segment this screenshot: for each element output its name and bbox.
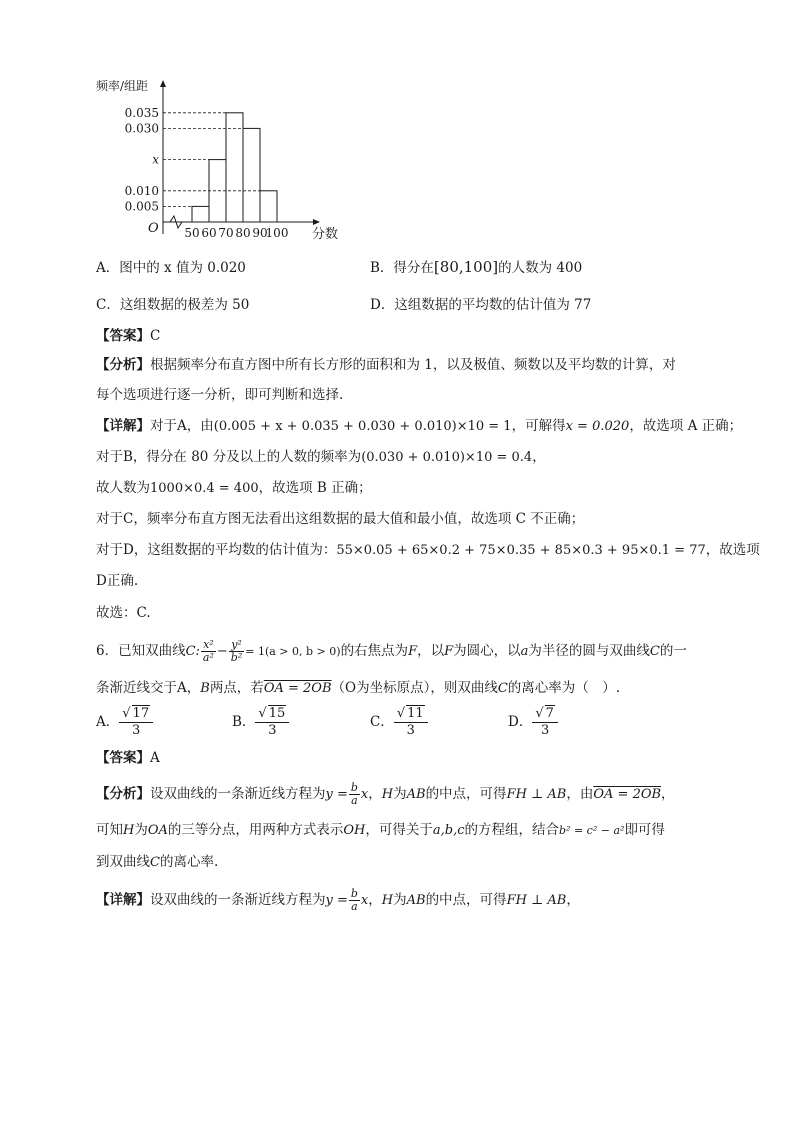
detail-text: 对于A，由 (150, 418, 214, 434)
vector-equation: OA = 2OB (593, 787, 662, 802)
q5-option-b-text: B．得分在 (370, 260, 434, 276)
point-H: H (123, 823, 135, 838)
analysis-text: 的中点，可得 (425, 786, 507, 802)
q6-analysis-line-3 (96, 852, 218, 873)
analysis-text: 到双曲线 (96, 854, 150, 870)
q5-analysis-line-2: 每个选项进行逐一分析，即可判断和选择. (96, 387, 344, 403)
q5-answer (96, 326, 160, 346)
x-tick-label: 80 (235, 226, 251, 240)
analysis-text: 的方程组，结合 (464, 822, 560, 838)
radicand: 11 (407, 706, 424, 721)
q6-analysis-line-2 (96, 820, 665, 841)
segment-AB: AB (406, 893, 426, 908)
frac-den: 3 (132, 723, 141, 738)
x-tick-label: 50 (184, 226, 200, 240)
x-axis-label: 分数 (312, 227, 339, 242)
analysis-text: ， (661, 786, 675, 802)
q5-detail-line-4: 对于C，频率分布直方图无法看出这组数据的最大值和最小值，故选项 C 不正确； (96, 511, 585, 527)
analysis-text: 为 (134, 822, 148, 838)
x-tick-label: 100 (265, 226, 289, 240)
stem-text: 为半径的圆与双曲线 (528, 643, 650, 659)
y-tick-label: 0.030 (124, 121, 159, 136)
detail-text: 为 (393, 892, 407, 908)
frac-den: a² (202, 651, 214, 664)
point-H: H (381, 893, 394, 908)
detail-tag: 【详解】 (96, 418, 150, 434)
stem-text: 的一 (659, 643, 687, 659)
analysis-text: ，由 (566, 786, 594, 802)
analysis-tag: 【分析】 (96, 357, 150, 373)
frac-den: a (351, 900, 358, 913)
option-fraction (532, 706, 558, 739)
stem-text: 为圆心，以 (453, 643, 521, 659)
segment-OH: OH (343, 823, 366, 838)
detail-text: ， (566, 892, 580, 908)
var-C: C (649, 644, 660, 659)
q5-detail-line-3 (96, 478, 372, 499)
q6-detail-line-1 (96, 886, 580, 915)
answer-value: A (150, 750, 160, 766)
stem-text: ，以 (417, 643, 445, 659)
x-axis-arrow (313, 219, 320, 225)
detail-tag: 【详解】 (96, 892, 150, 908)
curve-name: C: (185, 644, 200, 659)
q6-answer (96, 748, 160, 768)
q5-conclusion: 故选：C. (96, 605, 151, 621)
var-C: C (150, 855, 160, 870)
var-C: C (497, 681, 508, 696)
frac-num: x² (203, 638, 214, 651)
q5-option-c: C．这组数据的极差为 50 (96, 297, 250, 313)
q5-detail-line-6: D正确. (96, 573, 139, 589)
q6-option-c (370, 706, 428, 739)
histogram-bar-[50,60) (192, 206, 209, 222)
analysis-text: 的三等分点，用两种方式表示 (167, 822, 344, 838)
analysis-text: 即可得 (624, 822, 665, 838)
fraction-b-a (349, 782, 360, 807)
detail-expr: (0.030 + 0.010)×10 = 0.4 (361, 450, 533, 465)
q6-option-b (232, 706, 289, 739)
q5-detail-line-2 (96, 447, 546, 468)
frac-num: √ 17 (119, 706, 153, 723)
answer-value: C (150, 328, 161, 344)
y-tick-label: 0.035 (124, 105, 159, 120)
q6-stem-line-1 (96, 636, 687, 667)
radicand: 17 (132, 706, 150, 721)
option-fraction (394, 706, 428, 739)
point-B: B (200, 681, 210, 696)
expr: y = (325, 893, 348, 908)
detail-text: 对于D，这组数据的平均数的估计值为： (96, 542, 337, 558)
relation-expr: b² = c² − a² (559, 824, 625, 837)
histogram-bar-[70,80) (226, 113, 243, 222)
stem-text: （O为坐标原点），则双曲线 (331, 680, 498, 696)
detail-expr: 1000×0.4 = 400 (150, 481, 259, 496)
answer-tag: 【答案】 (96, 750, 150, 766)
detail-text: ，故选项 (705, 542, 760, 558)
y-tick-label: 0.010 (124, 183, 159, 198)
vector-equation: OA = 2OB (263, 681, 332, 696)
option-label: A． (96, 714, 120, 730)
option-label: B． (232, 714, 256, 730)
analysis-text: 设双曲线的一条渐近线方程为 (150, 786, 326, 802)
frac-num: b (350, 887, 358, 900)
stem-text: 6．已知双曲线 (96, 643, 186, 659)
detail-expr: (0.005 + x + 0.035 + 0.030 + 0.010)×10 = 1 (213, 419, 512, 434)
q6-analysis-line-1 (96, 780, 675, 809)
focus-F: F (408, 644, 418, 659)
q6-option-d (508, 706, 558, 739)
q5-option-b-interval: [80,100] (433, 258, 499, 276)
frequency-histogram (90, 76, 420, 246)
minus-sign: − (216, 644, 228, 659)
analysis-tag: 【分析】 (96, 786, 150, 802)
y-tick-label: x (152, 152, 159, 167)
condition: = 1(a > 0, b > 0) (245, 645, 341, 658)
frac-den: b² (230, 651, 243, 664)
stem-text: 两点，若 (209, 680, 264, 696)
expr: x (360, 893, 369, 908)
q5-option-a: A．图中的 x 值为 0.020 (96, 260, 246, 276)
origin-label: O (148, 221, 159, 236)
q5-analysis-line-1 (96, 355, 676, 375)
analysis-text: ， (368, 786, 382, 802)
stem-text: 的右焦点为 (340, 643, 409, 659)
detail-text: 的中点，可得 (425, 892, 507, 908)
detail-text: ， (368, 892, 382, 908)
expr: x (360, 787, 369, 802)
detail-text: ，可解得 (511, 418, 566, 434)
frac-num: y² (231, 638, 242, 651)
vars-abc: a,b,c (432, 823, 465, 838)
q6-stem-line-2 (96, 678, 620, 699)
radicand: 15 (268, 706, 286, 721)
frac-num: b (350, 781, 358, 794)
fraction-x2-a2 (201, 639, 216, 664)
frac-den: 3 (406, 723, 415, 738)
y-axis-arrow (160, 80, 166, 87)
detail-text: ，故选项 B 正确； (258, 480, 372, 496)
focus-F: F (444, 644, 454, 659)
detail-expr: x = 0.020 (565, 419, 630, 434)
frac-den: 3 (268, 723, 277, 738)
frac-den: a (351, 794, 358, 807)
frac-num: √ 11 (394, 706, 428, 723)
radicand: 7 (545, 706, 554, 721)
x-tick-label: 60 (201, 226, 217, 240)
option-fraction (255, 706, 289, 739)
q5-option-d: D．这组数据的平均数的估计值为 77 (370, 297, 592, 313)
detail-text: 对于B，得分在 80 分及以上的人数的频率为 (96, 449, 362, 465)
frac-num: √ 15 (255, 706, 289, 723)
q5-option-b-tail: 的人数为 400 (498, 260, 583, 276)
option-fraction (119, 706, 153, 739)
q5-option-b (370, 256, 582, 276)
answer-tag: 【答案】 (96, 328, 150, 344)
fraction-b-a (349, 888, 360, 913)
option-label: D． (508, 714, 533, 730)
detail-text: 设双曲线的一条渐近线方程为 (150, 892, 326, 908)
y-tick-label: 0.005 (124, 199, 159, 214)
histogram-bar-[80,90) (243, 128, 260, 222)
detail-text: ， (532, 449, 546, 465)
q5-detail-line-1 (96, 416, 742, 437)
perp-expr: FH ⊥ AB (506, 893, 567, 908)
q5-detail-line-5 (96, 540, 760, 561)
segment-OA: OA (147, 823, 168, 838)
option-label: C． (370, 714, 394, 730)
y-axis-label: 频率/组距 (96, 79, 149, 93)
var-a: a (520, 644, 529, 659)
analysis-text: 可知 (96, 822, 123, 838)
point-H: H (381, 787, 394, 802)
segment-AB: AB (406, 787, 426, 802)
perp-expr: FH ⊥ AB (506, 787, 567, 802)
expr: y = (325, 787, 348, 802)
detail-text: 故人数为 (96, 480, 150, 496)
stem-text: 的离心率为（ ）. (507, 680, 621, 696)
analysis-text: 根据频率分布直方图中所有长方形的面积和为 1，以及极值、频数以及平均数的计算，对 (150, 357, 676, 373)
fraction-y2-b2 (229, 639, 244, 664)
x-tick-label: 70 (218, 226, 234, 240)
histogram-bar-[90,100] (260, 191, 277, 222)
analysis-text: 的离心率. (159, 854, 219, 870)
q6-option-a (96, 706, 153, 739)
detail-expr: 55×0.05 + 65×0.2 + 75×0.35 + 85×0.3 + 95×0.1 = 77 (336, 543, 706, 558)
x-tick-label: 90 (252, 226, 268, 240)
analysis-text: 为 (393, 786, 407, 802)
stem-text: 条渐近线交于A， (96, 680, 201, 696)
analysis-text: ，可得关于 (365, 822, 433, 838)
frac-num: √ 7 (532, 706, 558, 723)
detail-text: ，故选项 A 正确； (629, 418, 743, 434)
frac-den: 3 (540, 723, 550, 738)
